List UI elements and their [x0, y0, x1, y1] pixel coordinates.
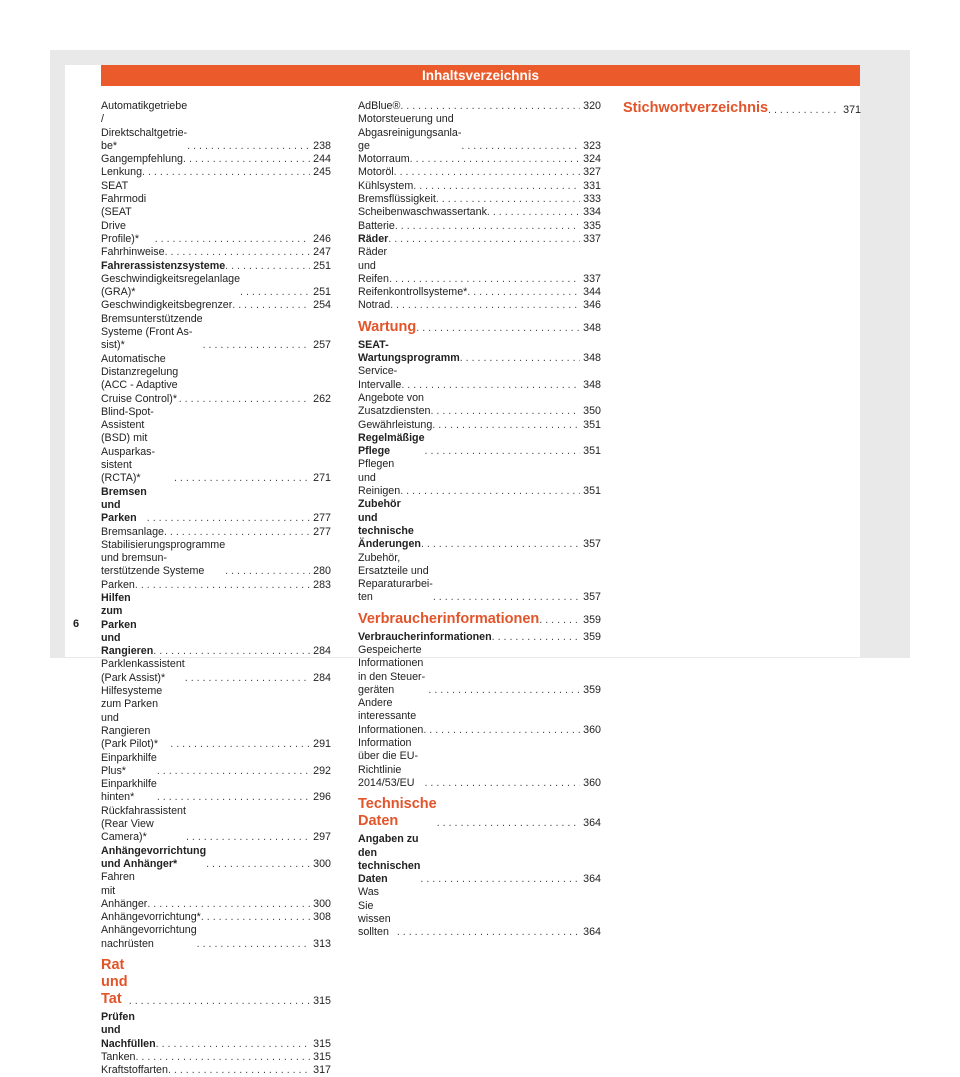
toc-entry-title: Gangempfehlung: [101, 153, 183, 166]
toc-entry-title: Einparkhilfe hinten*: [101, 778, 157, 804]
toc-dot-leader: [240, 286, 310, 299]
toc-entry-title: Reifenkontrollsysteme*: [358, 286, 468, 299]
toc-dot-leader: [421, 538, 580, 551]
toc-section-entry[interactable]: [358, 833, 601, 886]
toc-dot-leader: [394, 166, 581, 179]
toc-dot-leader: [460, 352, 580, 365]
toc-dot-leader: [428, 684, 580, 697]
toc-entry[interactable]: [101, 752, 331, 779]
toc-entry[interactable]: [101, 166, 331, 179]
toc-dot-leader: [147, 512, 310, 525]
toc-page-number: 238: [313, 139, 331, 152]
toc-entry[interactable]: [101, 778, 331, 805]
toc-dot-leader: [164, 526, 310, 539]
toc-entry[interactable]: [101, 685, 331, 751]
toc-entry-title: Verbraucherinformationen: [358, 630, 492, 643]
page-title: Inhaltsverzeichnis: [101, 65, 860, 86]
toc-dot-leader: [401, 379, 580, 392]
toc-entry[interactable]: [358, 392, 601, 419]
toc-entry[interactable]: [101, 1064, 331, 1077]
toc-page-number: 257: [313, 339, 331, 352]
toc-entry-title: Motorsteuerung und Abgasreinigungsanla-ge: [358, 113, 462, 152]
toc-entry[interactable]: [358, 737, 601, 790]
toc-section-entry[interactable]: [101, 845, 331, 872]
toc-entry[interactable]: [101, 871, 331, 911]
toc-entry[interactable]: [101, 911, 331, 924]
toc-entry-title: Kühlsystem: [358, 179, 414, 192]
toc-dot-leader: [420, 873, 580, 886]
toc-dot-leader: [425, 445, 581, 458]
toc-page-number: 317: [313, 1064, 331, 1077]
toc-dot-leader: [135, 579, 310, 592]
toc-page-number: 348: [583, 322, 601, 335]
toc-dot-leader: [395, 220, 580, 233]
toc-dot-leader: [135, 1051, 310, 1064]
toc-page-number: 357: [583, 591, 601, 604]
toc-entry-title: Lenkung: [101, 166, 143, 179]
toc-entry[interactable]: [358, 153, 601, 166]
toc-entry-title: Geschwindigkeitsregelanlage (GRA)*: [101, 272, 241, 299]
toc-entry-title: Blind-Spot-Assistent (BSD) mit Ausparkas-sistent (RCTA)*: [101, 405, 156, 485]
toc-entry-title: Fahrerassistenzsysteme: [101, 259, 226, 272]
toc-entry[interactable]: [358, 886, 601, 939]
toc-dot-leader: [225, 565, 310, 578]
toc-page-number: 246: [313, 232, 331, 245]
toc-entry-title: Hilfen zum Parken und Rangieren: [101, 591, 154, 658]
toc-dot-leader: [433, 591, 580, 604]
toc-entry[interactable]: [101, 353, 331, 406]
toc-section-entry[interactable]: [358, 432, 601, 459]
toc-entry-title: Tanken: [101, 1050, 136, 1063]
toc-entry[interactable]: [358, 697, 601, 737]
toc-dot-leader: [424, 777, 580, 790]
toc-chapter-heading[interactable]: [623, 100, 861, 117]
toc-entry-title: Stichwortverzeichnis: [623, 100, 769, 116]
toc-page-number: 244: [313, 153, 331, 166]
toc-entry-title: Zubehör, Ersatzteile und Reparaturarbei-ten: [358, 551, 433, 604]
toc-dot-leader: [147, 898, 310, 911]
toc-entry-title: Automatische Distanzregelung (ACC - Adaptive Cruise Control)*: [101, 352, 179, 405]
toc-page-number: 364: [583, 926, 601, 939]
toc-section-entry[interactable]: [101, 486, 331, 526]
toc-entry-title: SEAT-Wartungsprogramm: [358, 338, 460, 365]
toc-entry[interactable]: [101, 246, 331, 259]
toc-entry[interactable]: [358, 100, 601, 113]
toc-entry-title: Parklenkassistent (Park Assist)*: [101, 658, 185, 684]
toc-dot-leader: [155, 233, 310, 246]
toc-dot-leader: [390, 299, 580, 312]
toc-page-number: 315: [313, 1037, 331, 1050]
toc-dot-leader: [430, 405, 580, 418]
toc-page-number: 335: [583, 219, 601, 232]
toc-page-number: 284: [313, 645, 331, 658]
toc-section-entry[interactable]: [358, 631, 601, 644]
toc-dot-leader: [423, 724, 580, 737]
toc-dot-leader: [186, 831, 310, 844]
toc-entry-title: Technische Daten: [358, 796, 437, 830]
toc-page-number: 296: [313, 791, 331, 804]
toc-page-number: 348: [583, 378, 601, 391]
toc-dot-leader: [437, 817, 580, 830]
toc-entry-title: Anhängevorrichtung*: [101, 911, 201, 924]
toc-entry-title: Hilfesysteme zum Parken und Rangieren (Park Pilot)*: [101, 685, 163, 751]
toc-dot-leader: [156, 1038, 311, 1051]
toc-entry[interactable]: [101, 153, 331, 166]
toc-entry-title: Batterie: [358, 219, 395, 232]
toc-entry-title: Gespeicherte Informationen in den Steuer-geräten: [358, 643, 426, 696]
toc-page-number: 360: [583, 776, 601, 789]
toc-page-number: 300: [313, 857, 331, 870]
toc-entry-title: Pflegen und Reinigen: [358, 458, 401, 498]
toc-entry-title: Service-Intervalle: [358, 365, 402, 391]
toc-entry-title: Fahrhinweise: [101, 246, 165, 259]
toc-chapter-heading[interactable]: [358, 319, 601, 336]
toc-dot-leader: [539, 614, 580, 627]
toc-page-number: 300: [313, 897, 331, 910]
toc-entry-title: Motorraum: [358, 153, 410, 166]
toc-page-number: 359: [583, 630, 601, 643]
toc-dot-leader: [203, 339, 311, 352]
toc-dot-leader: [153, 645, 310, 658]
toc-section-entry[interactable]: [101, 1011, 331, 1051]
toc-page-number: 292: [313, 764, 331, 777]
toc-page-number: 284: [313, 671, 331, 684]
toc-column-1: [101, 100, 331, 1077]
toc-entry[interactable]: [358, 180, 601, 193]
toc-entry[interactable]: [358, 166, 601, 179]
toc-page-number: 344: [583, 286, 601, 299]
toc-entry-title: Bremsflüssigkeit: [358, 193, 436, 206]
toc-column-3: [623, 100, 861, 120]
toc-entry-title: Was Sie wissen sollten: [358, 886, 391, 939]
toc-entry-title: Scheibenwaschwassertank: [358, 206, 487, 219]
toc-entry-title: Kraftstoffarten: [101, 1064, 168, 1077]
toc-section-entry[interactable]: [101, 260, 331, 273]
toc-dot-leader: [397, 926, 580, 939]
toc-page-number: 323: [583, 139, 601, 152]
toc-entry-title: Anhängevorrichtung nachrüsten: [101, 924, 197, 950]
toc-dot-leader: [432, 419, 580, 432]
toc-dot-leader: [768, 104, 840, 117]
toc-page-number: 324: [583, 153, 601, 166]
toc-page-number: 277: [313, 525, 331, 538]
toc-entry[interactable]: [358, 552, 601, 605]
toc-entry-title: Einparkhilfe Plus*: [101, 751, 157, 777]
toc-page-number: 251: [313, 259, 331, 272]
toc-page-number: 333: [583, 193, 601, 206]
toc-entry-title: Motoröl: [358, 166, 394, 179]
toc-dot-leader: [225, 260, 310, 273]
toc-dot-leader: [389, 273, 580, 286]
toc-entry[interactable]: [358, 299, 601, 312]
toc-page-number: 297: [313, 831, 331, 844]
toc-page-number: 334: [583, 206, 601, 219]
page-number: 6: [73, 618, 80, 630]
toc-dot-leader: [170, 738, 310, 751]
toc-entry-title: Verbraucherinformationen: [358, 610, 540, 627]
toc-entry-title: Notrad: [358, 299, 391, 312]
toc-entry-title: Bremsen und Parken: [101, 485, 147, 525]
toc-entry[interactable]: [101, 526, 331, 539]
toc-section-entry[interactable]: [358, 233, 601, 246]
toc-dot-leader: [388, 233, 580, 246]
toc-entry-title: Automatikgetriebe / Direktschaltgetrie-be*: [101, 100, 188, 152]
toc-column-2: [358, 100, 601, 940]
toc-dot-leader: [461, 140, 580, 153]
toc-entry[interactable]: [101, 100, 331, 153]
toc-page-number: 271: [313, 472, 331, 485]
toc-entry-title: Bremsanlage: [101, 525, 164, 538]
toc-entry-title: Geschwindigkeitsbegrenzer: [101, 299, 233, 312]
toc-page-number: 364: [583, 873, 601, 886]
toc-page-number: 337: [583, 232, 601, 245]
toc-page-number: 351: [583, 485, 601, 498]
toc-page-number: 251: [313, 286, 331, 299]
toc-dot-leader: [165, 246, 311, 259]
toc-page-number: 371: [843, 103, 861, 116]
toc-dot-leader: [174, 472, 310, 485]
toc-page-number: 320: [583, 100, 601, 112]
toc-entry[interactable]: [358, 419, 601, 432]
toc-entry-title: Gewährleistung: [358, 418, 433, 431]
toc-page-number: 348: [583, 352, 601, 365]
toc-page-number: 283: [313, 578, 331, 591]
toc-entry-title: SEAT Fahrmodi (SEAT Drive Profile)*: [101, 179, 147, 245]
toc-dot-leader: [492, 631, 581, 644]
toc-dot-leader: [436, 193, 580, 206]
toc-dot-leader: [168, 1064, 310, 1077]
toc-entry-title: Bremsunterstützende Systeme (Front As-sist)*: [101, 312, 203, 352]
toc-page-number: 360: [583, 723, 601, 736]
toc-entry[interactable]: [358, 458, 601, 498]
toc-entry[interactable]: [101, 924, 331, 951]
toc-entry-title: Rückfahrassistent (Rear View Camera)*: [101, 804, 186, 844]
toc-dot-leader: [197, 938, 310, 951]
toc-entry-title: Stabilisierungsprogramme und bremsun-terstützende Systeme: [101, 538, 226, 578]
toc-dot-leader: [129, 995, 310, 1008]
toc-section-entry[interactable]: [358, 498, 601, 551]
toc-entry-title: Regelmäßige Pflege: [358, 431, 425, 458]
toc-page-number: 280: [313, 565, 331, 578]
toc-dot-leader: [157, 765, 310, 778]
toc-dot-leader: [487, 206, 580, 219]
toc-entry[interactable]: [358, 644, 601, 697]
toc-entry-title: Wartung: [358, 318, 417, 335]
toc-page-number: 331: [583, 179, 601, 192]
toc-section-entry[interactable]: [358, 339, 601, 366]
toc-entry[interactable]: [101, 539, 331, 579]
toc-entry[interactable]: [358, 113, 601, 153]
toc-entry-title: Anhängevorrichtung und Anhänger*: [101, 844, 207, 870]
toc-chapter-heading[interactable]: [101, 957, 331, 1008]
toc-entry[interactable]: [101, 805, 331, 845]
toc-entry-title: Parken: [101, 578, 135, 591]
toc-entry-title: Andere interessante Informationen: [358, 697, 424, 736]
toc-page-number: 254: [313, 299, 331, 312]
toc-dot-leader: [413, 180, 580, 193]
toc-page-number: 262: [313, 392, 331, 405]
toc-entry-title: Prüfen und Nachfüllen: [101, 1011, 156, 1050]
toc-entry[interactable]: [358, 246, 601, 286]
toc-entry[interactable]: [101, 180, 331, 246]
toc-entry-title: Information über die EU-Richtlinie 2014/53/EU: [358, 737, 418, 789]
toc-entry-title: Räder: [358, 232, 389, 245]
toc-page-number: 346: [583, 299, 601, 312]
toc-dot-leader: [187, 140, 310, 153]
toc-entry[interactable]: [101, 273, 331, 300]
toc-page-number: 350: [583, 405, 601, 418]
toc-page-number: 313: [313, 937, 331, 950]
toc-entry[interactable]: [101, 313, 331, 353]
toc-page-number: 359: [583, 683, 601, 696]
toc-page-number: 327: [583, 166, 601, 179]
toc-page-number: 351: [583, 445, 601, 458]
toc-dot-leader: [183, 153, 310, 166]
toc-page-number: 247: [313, 246, 331, 259]
toc-entry[interactable]: [358, 220, 601, 233]
toc-entry[interactable]: [101, 658, 331, 685]
toc-dot-leader: [157, 791, 310, 804]
toc-page-number: 308: [313, 911, 331, 924]
toc-entry-title: Räder und Reifen: [358, 246, 389, 285]
toc-dot-leader: [179, 393, 310, 406]
toc-dot-leader: [410, 153, 580, 166]
toc-entry-title: Rat und Tat: [101, 957, 128, 1007]
toc-page-number: 351: [583, 418, 601, 431]
toc-section-entry[interactable]: [101, 592, 331, 658]
toc-page-number: 315: [313, 994, 331, 1007]
toc-page-number: 337: [583, 272, 601, 285]
toc-page-number: 359: [583, 614, 601, 627]
toc-page-number: 245: [313, 166, 331, 179]
toc-chapter-heading[interactable]: [358, 796, 601, 830]
toc-entry[interactable]: [101, 406, 331, 486]
toc-entry[interactable]: [101, 299, 331, 312]
toc-entry-title: Angaben zu den technischen Daten: [358, 833, 421, 886]
toc-entry[interactable]: [358, 286, 601, 299]
toc-dot-leader: [185, 672, 310, 685]
toc-entry[interactable]: [101, 579, 331, 592]
toc-dot-leader: [400, 485, 580, 498]
toc-entry[interactable]: [101, 1051, 331, 1064]
toc-page-number: 291: [313, 738, 331, 751]
toc-dot-leader: [416, 322, 580, 335]
toc-page-number: 315: [313, 1050, 331, 1063]
toc-page-number: 277: [313, 512, 331, 525]
toc-entry[interactable]: [358, 193, 601, 206]
toc-dot-leader: [400, 100, 580, 113]
toc-page-number: 364: [583, 816, 601, 829]
toc-chapter-heading[interactable]: [358, 611, 601, 628]
toc-entry-title: Fahren mit Anhänger: [101, 871, 148, 910]
toc-entry-title: AdBlue®: [358, 100, 401, 112]
toc-dot-leader: [232, 299, 310, 312]
toc-dot-leader: [206, 858, 310, 871]
toc-dot-leader: [142, 166, 310, 179]
toc-entry[interactable]: [358, 206, 601, 219]
toc-page-number: 357: [583, 538, 601, 551]
toc-entry-title: Angebote von Zusatzdiensten: [358, 391, 431, 418]
toc-entry-title: Zubehör und technische Änderungen: [358, 498, 421, 551]
toc-entry[interactable]: [358, 365, 601, 392]
toc-dot-leader: [467, 286, 580, 299]
toc-dot-leader: [201, 911, 310, 924]
